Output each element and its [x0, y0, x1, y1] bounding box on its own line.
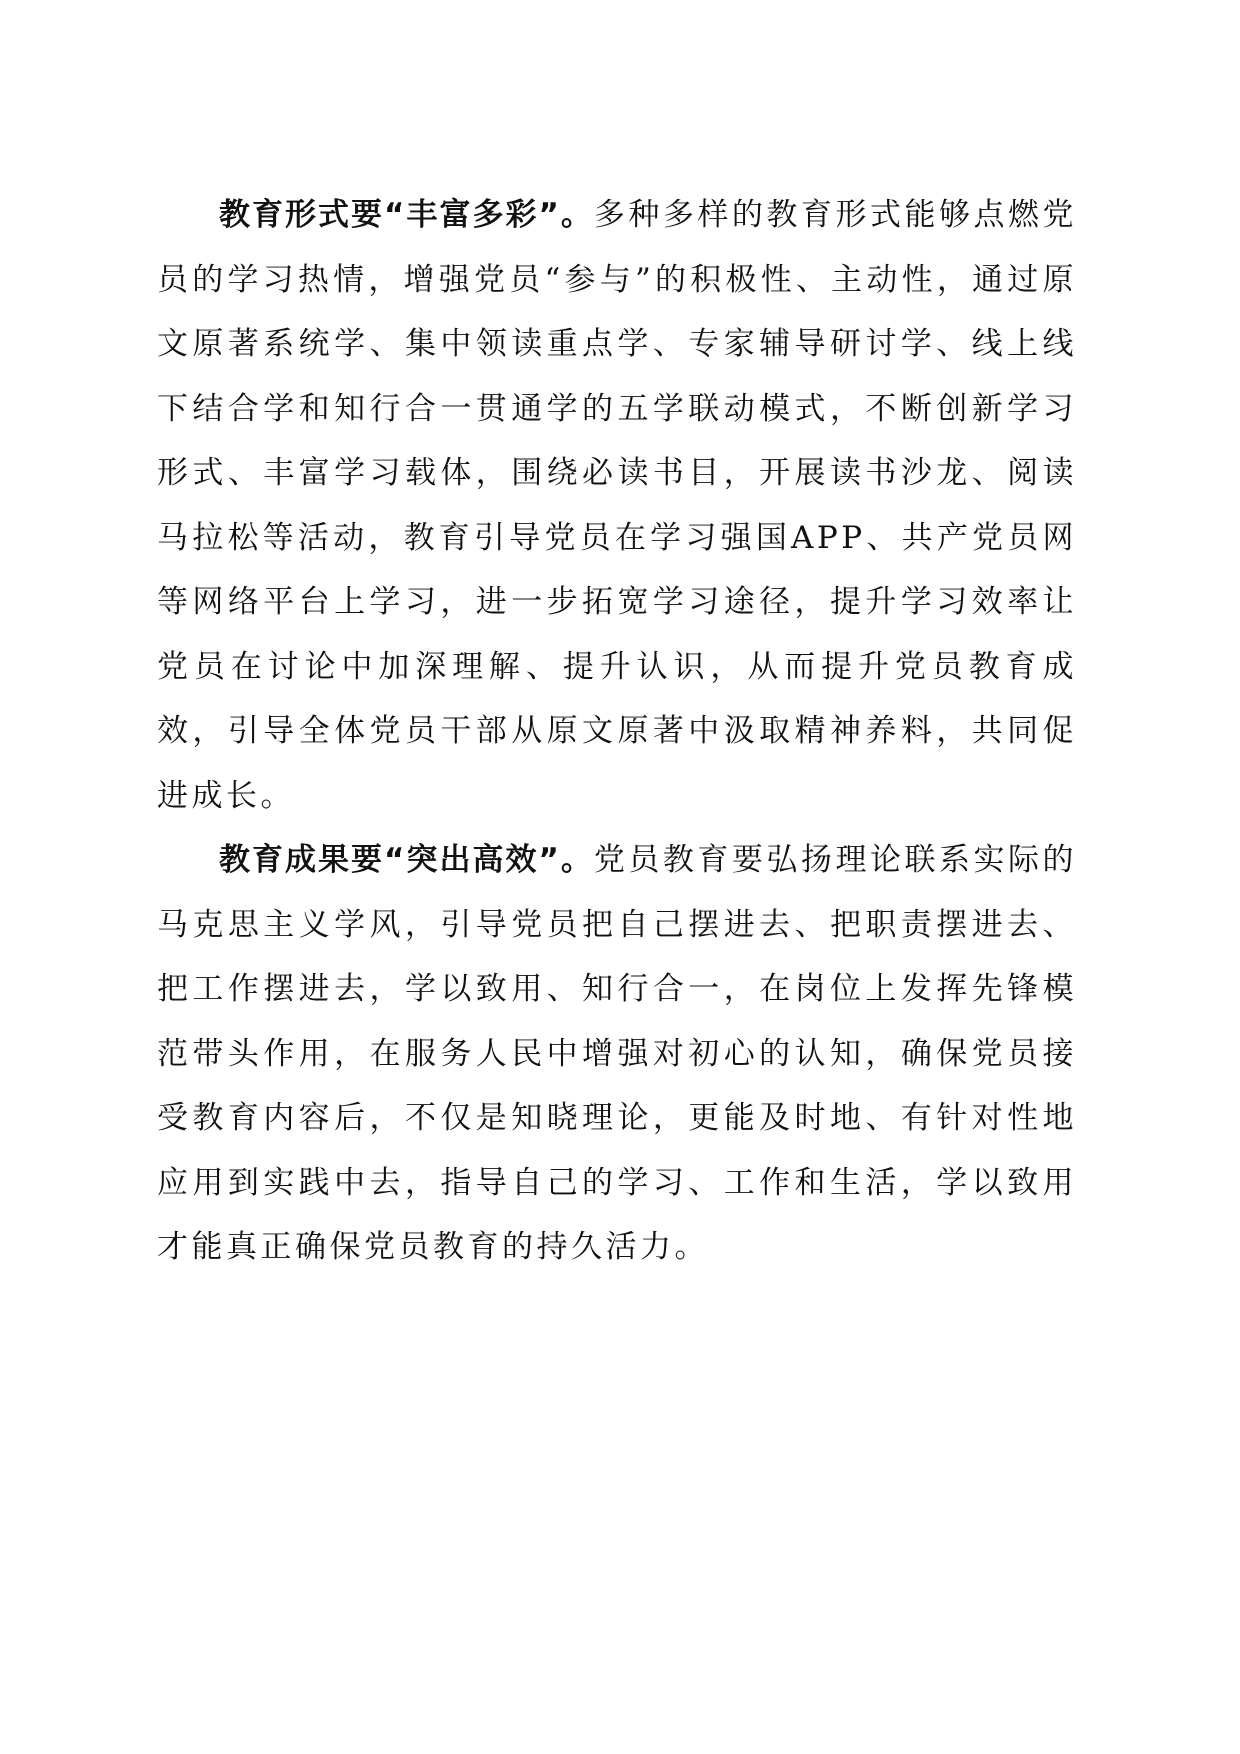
paragraph-lead-heading: 教育形式要“丰富多彩”。 [219, 197, 594, 233]
document-page [157, 183, 1077, 1280]
paragraph-education-results [157, 828, 1077, 1280]
paragraph-body-text: 多种多样的教育形式能够点燃党员的学习热情，增强党员“参与”的积极性、主动性，通过原文原著系统学、集中领读重点学、专家辅导研讨学、线上线下结合学和知行合一贯通学的五学联动模式，不断创新学习形式、丰富学习载体，围绕必读书目，开展读书沙龙、阅读马拉松等活动，教育引导党员在学习强国APP、共产党员网等网络平台上学习，进一步拓宽学习途径，提升学习效率让党员在讨论中加深理解、提升认识，从而提升党员教育成效，引导全体党员干部从原文原著中汲取精神养料，共同促进成长。 [157, 197, 1078, 814]
paragraph-lead-heading: 教育成果要“突出高效”。 [219, 842, 594, 878]
paragraph-body-text: 党员教育要弘扬理论联系实际的马克思主义学风，引导党员把自己摆进去、把职责摆进去、把工作摆进去，学以致用、知行合一，在岗位上发挥先锋模范带头作用，在服务人民中增强对初心的认知，确保党员接受教育内容后，不仅是知晓理论，更能及时地、有针对性地应用到实践中去，指导自己的学习、工作和生活，学以致用才能真正确保党员教育的持久活力。 [157, 842, 1078, 1265]
paragraph-education-form [157, 183, 1077, 828]
